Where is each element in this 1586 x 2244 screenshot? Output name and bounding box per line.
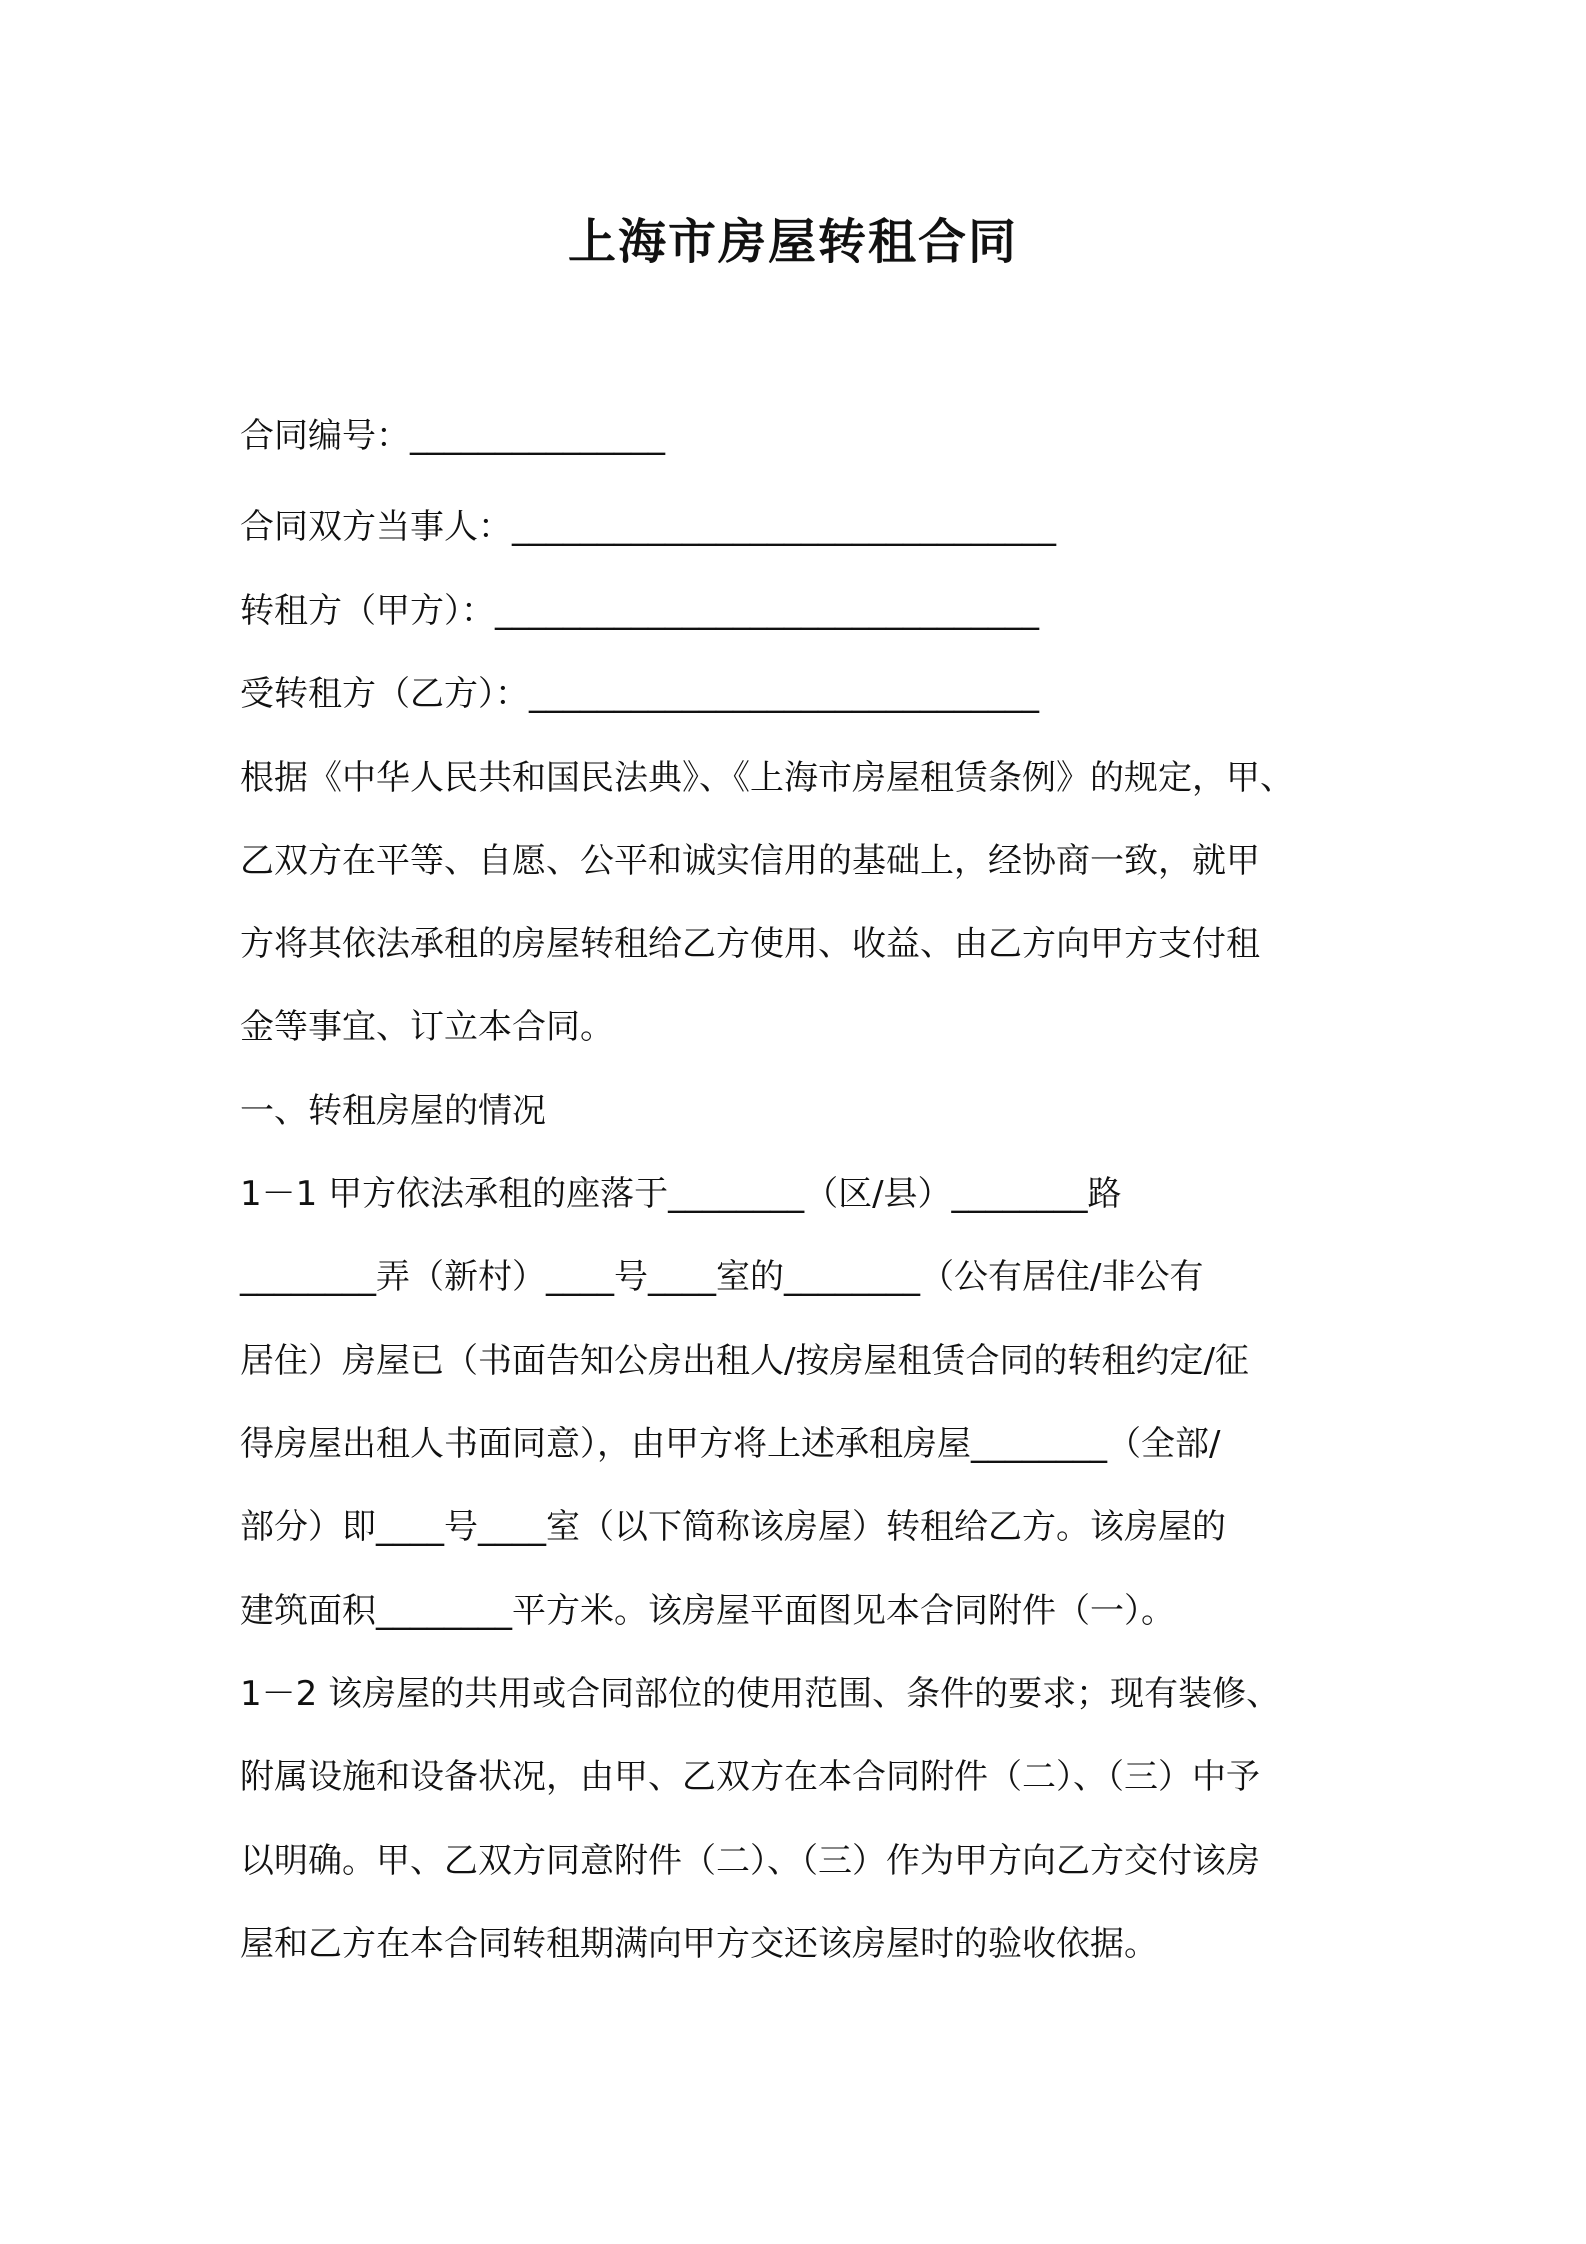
preamble-line: 方将其依法承租的房屋转租给乙方使用、收益、由乙方向甲方支付租 bbox=[240, 924, 1260, 964]
clause-1-2-line: 附属设施和设备状况，由甲、乙双方在本合同附件（二）、（三）中予 bbox=[240, 1757, 1260, 1797]
preamble-line: 金等事宜、订立本合同。 bbox=[240, 1007, 614, 1047]
section-heading: 一、转租房屋的情况 bbox=[240, 1091, 546, 1131]
clause-1-1-line: 得房屋出租人书面同意），由甲方将上述承租房屋________（全部/ bbox=[240, 1424, 1221, 1464]
clause-1-1-line: 部分）即____号____室（以下简称该房屋）转租给乙方。该房屋的 bbox=[240, 1507, 1226, 1547]
clause-1-1-line: ________弄（新村）____号____室的________（公有居住/非公有 bbox=[240, 1257, 1204, 1297]
clause-1-2-line: 以明确。甲、乙双方同意附件（二）、（三）作为甲方向乙方交付该房 bbox=[240, 1841, 1260, 1881]
clause-1-2-line: 屋和乙方在本合同转租期满向甲方交还该房屋时的验收依据。 bbox=[240, 1924, 1158, 1964]
clause-1-1-line: 建筑面积________平方米。该房屋平面图见本合同附件（一）。 bbox=[240, 1591, 1175, 1631]
preamble-line: 根据《中华人民共和国民法典》、《上海市房屋租赁条例》的规定，甲、 bbox=[240, 758, 1294, 798]
clause-1-2-line: 1－2 该房屋的共用或合同部位的使用范围、条件的要求；现有装修、 bbox=[240, 1674, 1281, 1714]
clause-1-1-line: 居住）房屋已（书面告知公房出租人/按房屋租赁合同的转租约定/征 bbox=[240, 1341, 1249, 1381]
party-b-field: 受转租方（乙方）：______________________________ bbox=[240, 674, 1039, 714]
party-a-field: 转租方（甲方）：________________________________ bbox=[240, 591, 1039, 631]
document-title: 上海市房屋转租合同 bbox=[567, 214, 1018, 270]
preamble-line: 乙双方在平等、自愿、公平和诚实信用的基础上，经协商一致，就甲 bbox=[240, 841, 1260, 881]
clause-1-1-line: 1－1 甲方依法承租的座落于________（区/县）________路 bbox=[240, 1174, 1122, 1214]
contract-parties-field: 合同双方当事人：________________________________ bbox=[240, 507, 1056, 547]
contract-number-field: 合同编号：_______________ bbox=[240, 416, 665, 456]
